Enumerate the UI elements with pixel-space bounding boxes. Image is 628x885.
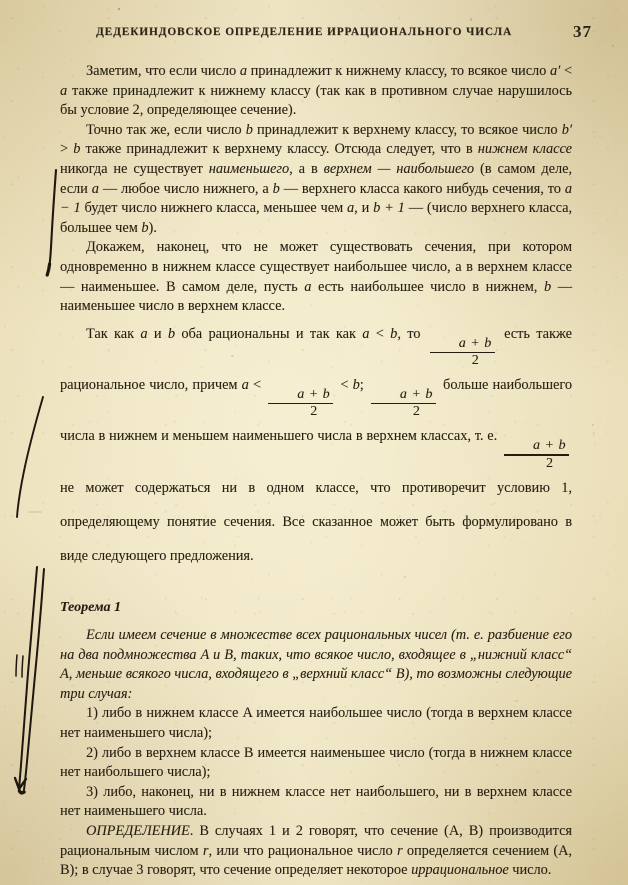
page-number: 37 [573, 22, 592, 41]
paragraph-4-with-fractions: Так как a и b оба рациональны и так как a < b, то $\frac{a + b}{2}$ есть также рациональное число, причем a < $\frac{a + b}{2}$ < b; $\frac{a + b}{2}$ больше наибольшего числа в нижнем и меньшем наименьшего числа в верхнем классах, т. е. $\frac{a + b}{2}$ не может содержаться ни в одном классе, что противоречит условию 1, определяющему понятие сечения. Все сказанное может быть формулировано в виде следующего предложения. [60, 325, 573, 564]
relation-less-than: < [336, 377, 353, 394]
margin-pen-mark-short-tick [0, 652, 40, 692]
math-expr-b-plus-1: b + 1 [373, 200, 405, 217]
math-var-a: a [346, 200, 355, 217]
math-var-b: b [543, 278, 552, 295]
math-var-b: b [245, 121, 253, 138]
relation-less-than: < [369, 325, 391, 342]
math-var-b: b [390, 325, 398, 342]
fraction-numerator: a + b [458, 335, 492, 351]
math-var-r: r [396, 842, 403, 859]
theorem-case-1: 1) либо в нижнем классе A имеется наибольшее число (тогда в верхнем классе нет наименьшего числа); [60, 705, 572, 741]
math-var-b: b [352, 377, 360, 394]
math-var-r: r [202, 842, 209, 859]
theorem-label: Теорема 1 [60, 600, 122, 616]
theorem-case-2: 2) либо в верхнем классе B имеется наименьшее число (тогда в нижнем классе нет наибольшего числа); [60, 744, 572, 781]
fraction-denominator: 2 [471, 353, 479, 369]
relation-less-than: < [248, 377, 266, 394]
math-var-a-prime: a′ [550, 63, 561, 79]
fraction-a-plus-b-over-2 [504, 439, 569, 471]
relation-less-than: < [560, 63, 573, 79]
math-var-a: a [60, 82, 68, 99]
math-var-b: b [272, 180, 280, 197]
fraction-numerator: a + b [399, 386, 433, 402]
vertical-spacer [60, 618, 572, 626]
emphasis-smallest: наименьшего [208, 160, 290, 177]
emphasis-upper-largest: верхнем — наибольшего [323, 160, 475, 177]
vertical-spacer [60, 573, 572, 593]
math-var-b: b [73, 141, 81, 158]
theorem-case-3: 3) либо, наконец, ни в нижнем классе нет наибольшего, ни в верхнем классе нет наименьшего числа. [60, 783, 572, 820]
running-head [0, 22, 628, 41]
fraction-denominator: 2 [310, 404, 318, 420]
running-head-title: ДЕДЕКИНДОВСКОЕ ОПРЕДЕЛЕНИЕ ИРРАЦИОНАЛЬНОГО ЧИСЛА [96, 26, 513, 38]
math-var-a: a [239, 63, 247, 79]
fraction-a-plus-b-over-2 [268, 388, 333, 420]
definition-paragraph: ОПРЕДЕЛЕНИЕ. В случаях 1 и 2 говорят, что сечение (A, B) производится рациональным числом r, или что рациональное число r определяется сечением (A, B); в случае 3 говорят, что сечение определяет некоторое иррациональное число. [60, 822, 573, 879]
fraction-numerator: a + b [297, 386, 331, 402]
relation-greater-than: > [60, 141, 74, 158]
definition-label: ОПРЕДЕЛЕНИЕ [86, 822, 190, 839]
paragraph-3: Докажем, наконец, что не может существовать сечения, при котором одновременно в нижнем классе существует наибольшее число, а в верхнем классе — наименьшее. В самом деле, пусть a есть наибольшее число в нижнем, b — наименьшее число в верхнем классе. [60, 239, 572, 315]
math-var-a: a [362, 325, 370, 342]
fraction-denominator: 2 [412, 404, 420, 420]
math-var-a: a [304, 278, 312, 295]
math-var-b-prime: b′ [561, 121, 572, 138]
math-var-a: a [140, 325, 148, 342]
paragraph-1: Заметим, что если число a принадлежит к нижнему классу, то всякое число a′ < a также принадлежит к нижнему классу (так как в противном случае нарушилось бы условие 2, определяющее сечение). [60, 63, 573, 119]
math-var-b: b [167, 325, 176, 342]
math-var-b: b [141, 219, 149, 236]
math-var-a: a [91, 180, 99, 197]
theorem-statement: Если имеем сечение в множестве всех рациональных чисел (т. е. разбиение его на два подмножества A и B, таких, что всякое число, входящее в „нижний класс“ A, меньше всякого числа, входящего в „верхний класс“ B), то возможны следующие три случая: [60, 626, 572, 702]
fraction-numerator: a + b [533, 438, 566, 454]
paragraph-2: Точно так же, если число b принадлежит к верхнему классу, то всякое число b′ > b также принадлежит к верхнему классу. Отсюда следует, что в нижнем классе никогда не существует наименьшего, а в верхнем — наибольшего (в самом деле, если a — любое число нижнего, а b — верхнего класса какого нибудь сечения, то a − 1 будет число нижнего класса, меньшее чем a, и b + 1 — (число верхнего класса, большее чем b). [60, 121, 573, 236]
page-body [60, 62, 572, 881]
math-var-a: a [241, 377, 249, 394]
fraction-denominator: 2 [546, 455, 554, 471]
emphasis-irrational: иррациональное [411, 862, 509, 879]
emphasis-lower-class: нижнем классе [477, 141, 572, 158]
math-expr-a-minus-1: a − 1 [60, 180, 572, 217]
fraction-a-plus-b-over-2 [430, 337, 495, 369]
fraction-a-plus-b-over-2 [371, 388, 436, 420]
